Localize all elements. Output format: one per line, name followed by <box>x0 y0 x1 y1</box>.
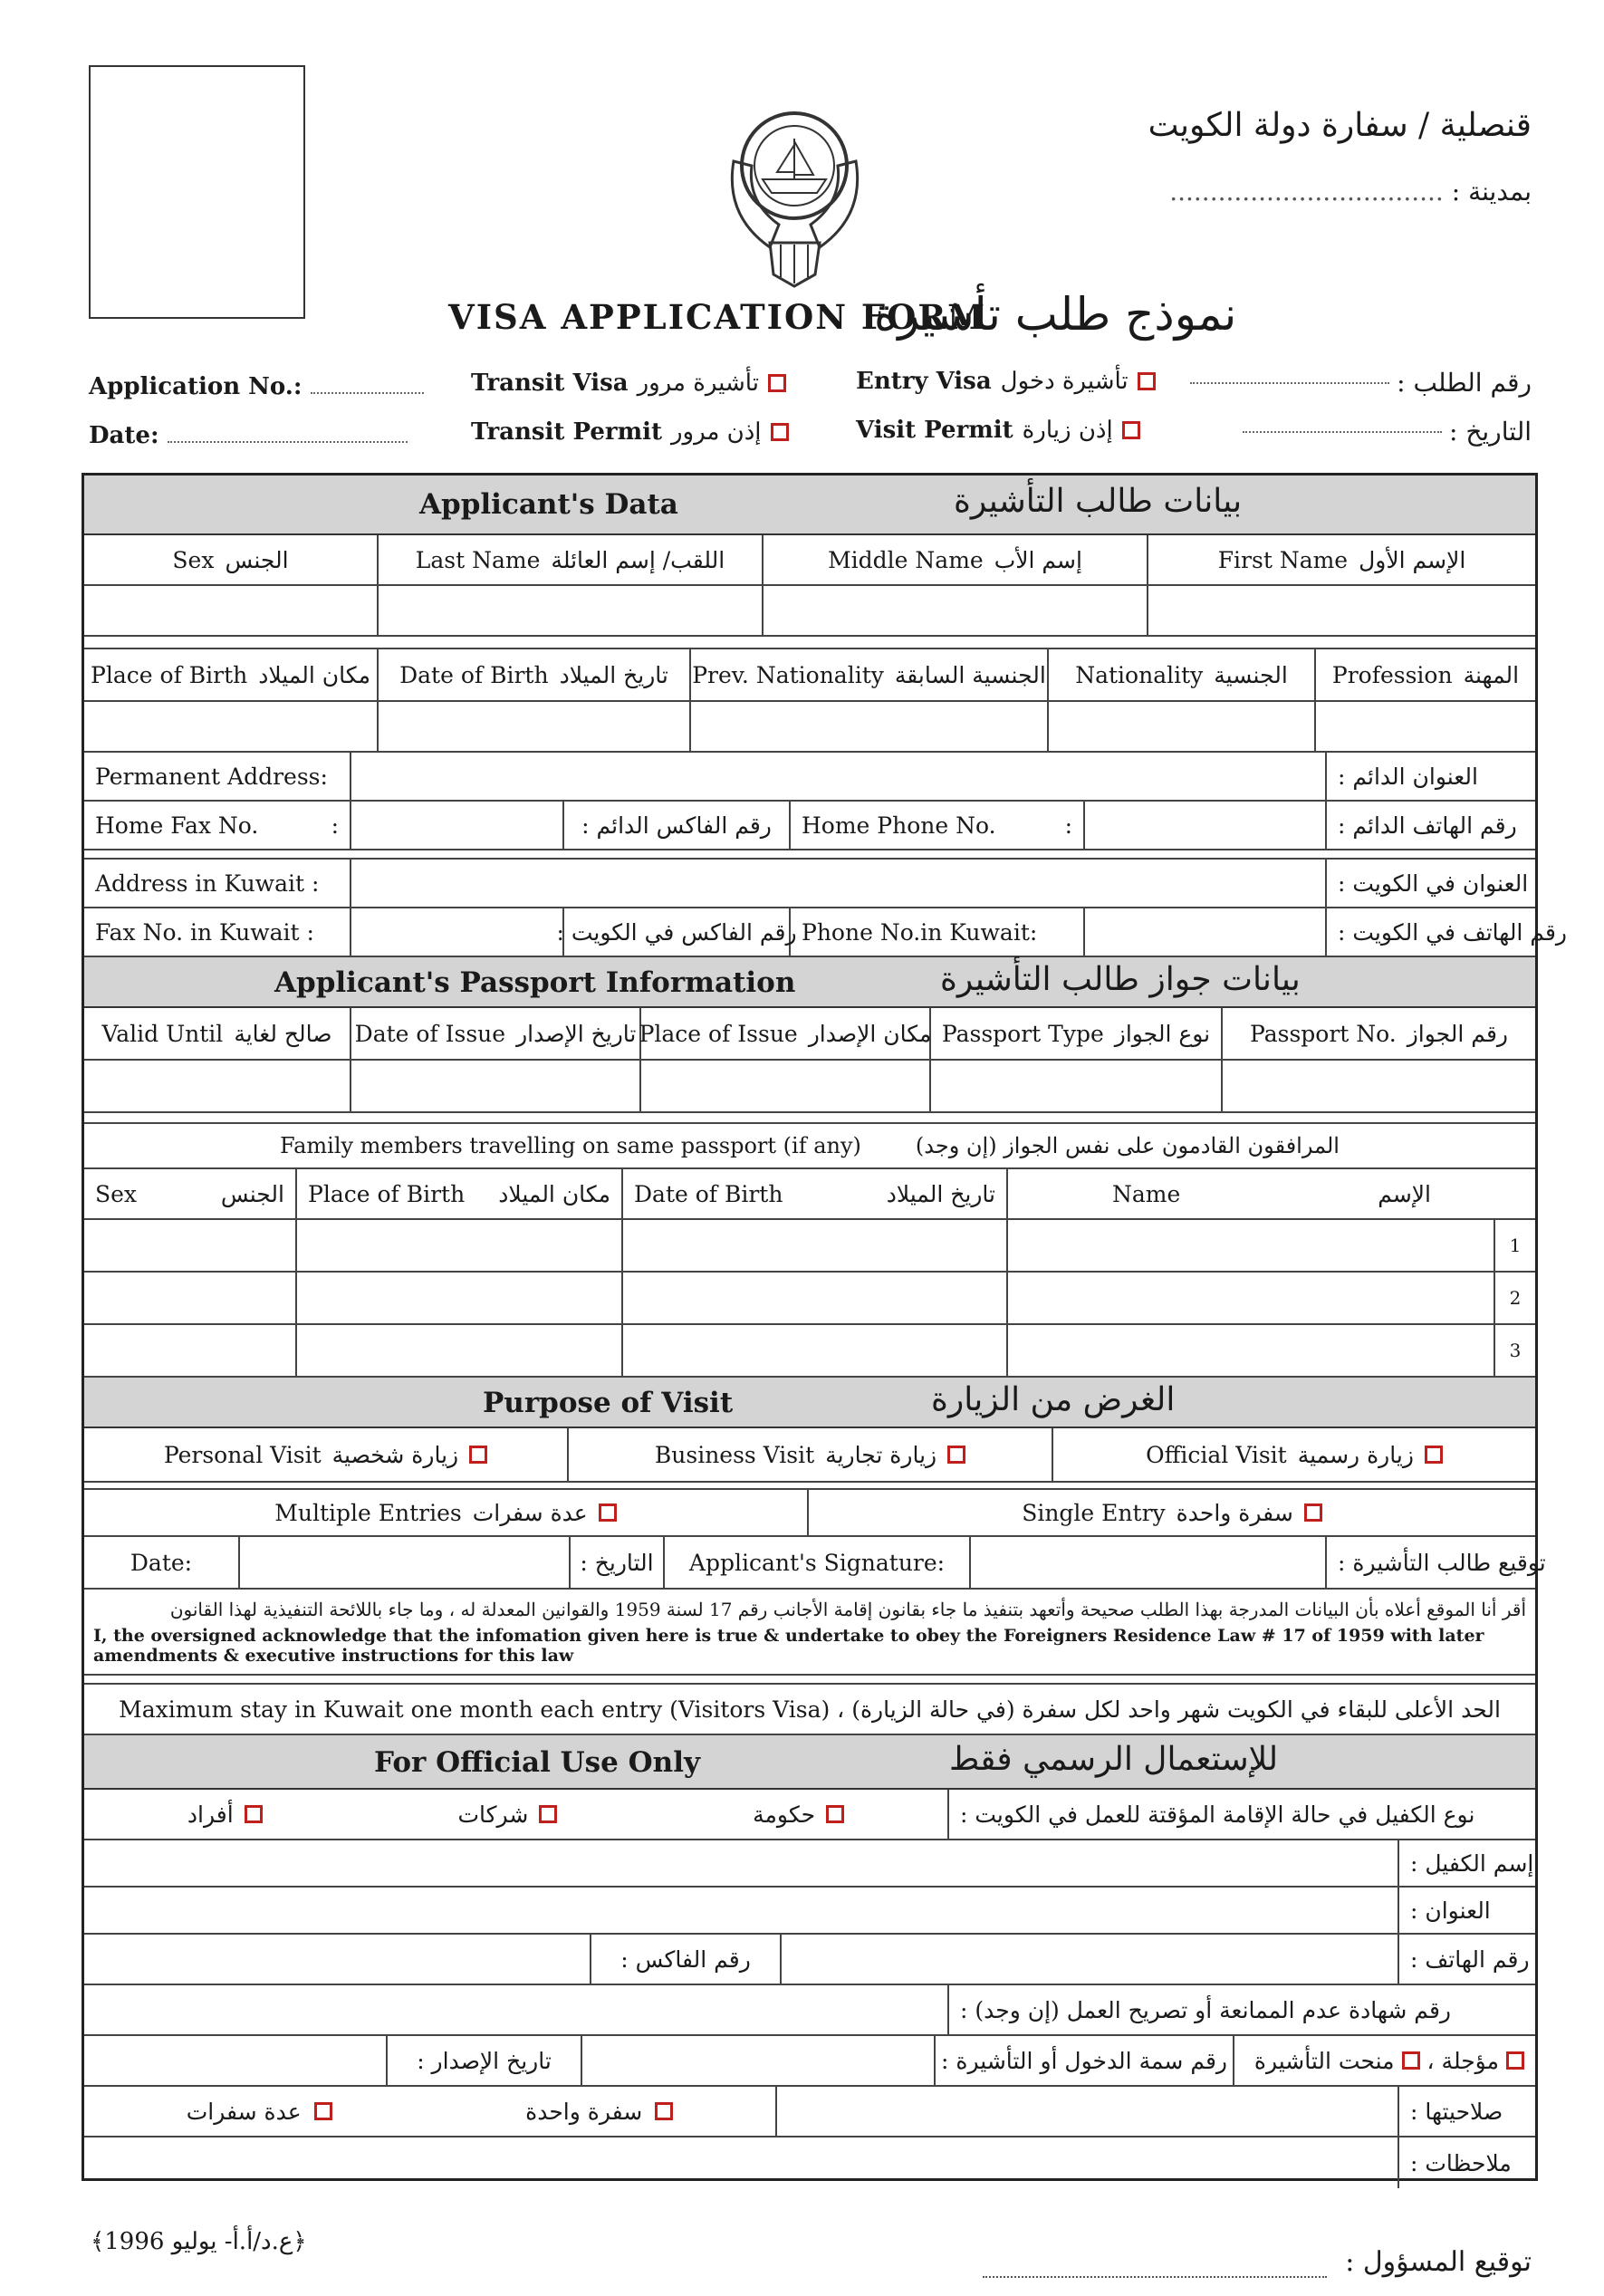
home-phone-label: Home Phone No. : <box>791 802 1085 849</box>
visa-issue-row <box>84 2036 1535 2087</box>
kuwait-fax-label-ar: رقم الفاكس في الكويت : <box>564 908 791 956</box>
official-address-input[interactable] <box>84 1888 1399 1933</box>
noc-input[interactable] <box>84 1985 949 2034</box>
sponsor-name-input[interactable] <box>84 1840 1399 1886</box>
official-signature[interactable] <box>983 2246 1532 2278</box>
birth-inputs-row <box>84 702 1535 753</box>
family-3-dob[interactable] <box>623 1325 1008 1376</box>
kuwait-address-row <box>84 860 1535 908</box>
family-2-dob[interactable] <box>623 1273 1008 1323</box>
official-fax-label: رقم الفاكس : <box>591 1935 782 1984</box>
kuwait-address-input[interactable] <box>351 860 1327 907</box>
official-phone-label: رقم الهاتف : <box>1410 1945 1530 1973</box>
passport-no-label: Passport No. رقم الجواز <box>1250 1020 1508 1047</box>
deferred-checkbox[interactable] <box>1506 2051 1524 2070</box>
home-phone-input[interactable] <box>1085 802 1327 849</box>
application-no-field[interactable] <box>89 373 424 400</box>
valid-until-label: Valid Until صالح لغاية <box>84 1008 351 1059</box>
family-sex-label: Sex الجنس <box>84 1169 297 1218</box>
applicant-signature-label: Applicant's Signature: <box>665 1537 971 1588</box>
entry-visa-checkbox[interactable] <box>1138 372 1156 390</box>
applicant-signature-label-ar: توقيع طالب التأشيرة : <box>1338 1549 1546 1576</box>
kuwait-phone-input[interactable] <box>1085 908 1327 956</box>
middle-name-input[interactable] <box>764 586 1148 635</box>
name-labels-row <box>84 535 1535 586</box>
sponsor-name-row <box>84 1840 1535 1888</box>
purpose-header: Purpose of Visit الغرض من الزيارة <box>84 1378 1535 1428</box>
family-row-number: 3 <box>1509 1340 1522 1361</box>
prev-nationality-input[interactable] <box>691 702 1049 751</box>
home-phone-label-ar: رقم الهاتف الدائم : <box>1338 812 1517 839</box>
kuwait-fax-input[interactable] <box>351 908 564 956</box>
official-visit-checkbox[interactable] <box>1425 1446 1443 1464</box>
entries-row <box>84 1490 1535 1537</box>
family-labels-row <box>84 1169 1535 1220</box>
family-2-pob[interactable] <box>297 1273 623 1323</box>
date-label: Date: <box>89 422 159 449</box>
passport-inputs-row <box>84 1061 1535 1113</box>
official-signature-label: توقيع المسؤول : <box>1345 2246 1532 2278</box>
transit-visa-option[interactable]: Transit Visa تأشيرة مرور <box>471 370 786 397</box>
birth-labels-row <box>84 649 1535 702</box>
validity-row <box>84 2087 1535 2137</box>
kuwait-phone-label-ar: رقم الهاتف في الكويت : <box>1338 918 1567 946</box>
date-of-issue-input[interactable] <box>351 1061 641 1111</box>
family-row-1 <box>84 1220 1535 1273</box>
purpose-date-label-ar: التاريخ : <box>571 1537 665 1588</box>
official-fax-input[interactable] <box>84 1935 591 1984</box>
validity-options <box>84 2087 777 2136</box>
multiple-checkbox[interactable] <box>314 2102 332 2120</box>
family-2-sex[interactable] <box>84 1273 297 1323</box>
place-of-birth-input[interactable] <box>84 702 379 751</box>
individuals-checkbox[interactable] <box>245 1805 263 1823</box>
noc-label: رقم شهادة عدم الممانعة أو تصريح العمل (إن وجد) : <box>960 1996 1451 2023</box>
purpose-date-label: Date: <box>84 1537 240 1588</box>
applicant-data-header: Applicant's Data بيانات طالب التأشيرة <box>84 476 1535 535</box>
family-pob-label: Place of Birth مكان الميلاد <box>297 1169 623 1218</box>
application-no-label: Application No.: <box>89 373 303 400</box>
granted-option[interactable]: منحت التأشيرة <box>1254 2048 1420 2074</box>
family-dob-label: Date of Birth تاريخ الميلاد <box>623 1169 1008 1218</box>
home-contact-row <box>84 802 1535 850</box>
companies-option[interactable]: شركات <box>458 1801 558 1828</box>
date-of-birth-input[interactable] <box>379 702 691 751</box>
applicant-signature-input[interactable] <box>971 1537 1327 1588</box>
transit-visa-checkbox[interactable] <box>768 374 786 392</box>
last-name-label: Last Name اللقب/ إسم العائلة <box>379 535 764 584</box>
individuals-option[interactable]: أفراد <box>187 1801 263 1828</box>
visit-permit-checkbox[interactable] <box>1122 421 1140 439</box>
family-row-2 <box>84 1273 1535 1325</box>
passport-type-label: Passport Type نوع الجواز <box>931 1008 1223 1059</box>
date-ar-field[interactable]: التاريخ : <box>1243 417 1532 447</box>
validity-label: صلاحيتها : <box>1410 2098 1503 2125</box>
main-form <box>82 473 1567 2181</box>
personal-visit-checkbox[interactable] <box>469 1446 487 1464</box>
city-label: بمدينة : <box>1451 177 1532 207</box>
passport-header: Applicant's Passport Information بيانات جواز طالب التأشيرة <box>84 957 1535 1008</box>
place-of-issue-input[interactable] <box>641 1061 931 1111</box>
kuwait-fax-label: Fax No. in Kuwait : <box>84 908 351 956</box>
government-checkbox[interactable] <box>826 1805 844 1823</box>
family-title-row <box>84 1124 1535 1169</box>
profession-input[interactable] <box>1316 702 1535 751</box>
valid-until-input[interactable] <box>84 1061 351 1111</box>
first-name-label: First Name الإسم الأول <box>1217 546 1466 573</box>
multiple-option[interactable]: عدة سفرات <box>187 2099 332 2125</box>
permanent-address-label: Permanent Address: <box>84 753 351 800</box>
passport-type-input[interactable] <box>931 1061 1223 1111</box>
family-row-number: 1 <box>1509 1234 1522 1256</box>
permanent-address-row <box>84 753 1535 802</box>
visa-issue-date-input[interactable] <box>84 2036 388 2085</box>
entry-visa-option[interactable]: Entry Visa تأشيرة دخول <box>856 368 1156 395</box>
family-1-sex[interactable] <box>84 1220 297 1271</box>
official-contact-row <box>84 1935 1535 1985</box>
name-inputs-row <box>84 586 1535 637</box>
last-name-input[interactable] <box>379 586 764 635</box>
passport-no-input[interactable] <box>1223 1061 1535 1111</box>
official-visit-option[interactable]: Official Visit زيارة رسمية <box>1053 1428 1535 1481</box>
middle-name-label: Middle Name إسم الأب <box>764 535 1148 584</box>
family-row-3 <box>84 1325 1535 1378</box>
granted-checkbox[interactable] <box>1402 2051 1420 2070</box>
form-title: VISA APPLICATION FORM <box>448 297 987 337</box>
visa-status-options <box>1234 2036 1535 2085</box>
sex-label: Sex الجنس <box>84 535 379 584</box>
official-address-row <box>84 1888 1535 1935</box>
official-phone-input[interactable] <box>782 1935 1399 1984</box>
declaration <box>84 1590 1535 1676</box>
purpose-date-input[interactable] <box>240 1537 571 1588</box>
declaration-en: I, the oversigned acknowledge that the infomation given here is true & undertake to obey the Foreigners Residence Law # 17 of 1959 with later amendments & executive instructions for this law <box>93 1625 1484 1666</box>
date-field[interactable] <box>89 422 408 449</box>
permanent-address-input[interactable] <box>351 753 1327 800</box>
government-option[interactable]: حكومة <box>753 1801 844 1828</box>
first-name-input[interactable] <box>1148 586 1535 635</box>
transit-permit-checkbox[interactable] <box>771 423 789 441</box>
sex-input[interactable] <box>84 586 379 635</box>
visa-issue-date-label: تاريخ الإصدار : <box>388 2036 582 2085</box>
city-line <box>1169 177 1532 207</box>
kuwait-emblem-icon <box>716 89 874 290</box>
home-fax-label-ar: رقم الفاكس الدائم : <box>564 802 791 849</box>
place-of-issue-label: Place of Issue مكان الإصدار <box>641 1008 931 1059</box>
sponsor-type-label: نوع الكفيل في حالة الإقامة المؤقتة للعمل في الكويت : <box>960 1801 1475 1828</box>
date-of-issue-label: Date of Issue تاريخ الإصدار <box>351 1008 641 1059</box>
consulate-title: قنصلية / سفارة دولة الكويت <box>1148 107 1532 144</box>
notes-label: ملاحظات : <box>1410 2149 1512 2176</box>
family-3-sex[interactable] <box>84 1325 297 1376</box>
visit-permit-option[interactable]: Visit Permit إذن زيارة <box>856 417 1140 444</box>
notes-row <box>84 2137 1535 2188</box>
personal-visit-option[interactable]: Personal Visit زيارة شخصية <box>84 1428 569 1481</box>
single-entry-checkbox[interactable] <box>1304 1503 1322 1522</box>
home-fax-label: Home Fax No. : <box>84 802 351 849</box>
notes-input[interactable] <box>84 2137 1399 2188</box>
kuwait-address-label-ar: العنوان في الكويت : <box>1338 869 1529 897</box>
family-3-name[interactable] <box>1008 1325 1495 1376</box>
sponsor-type-row <box>84 1790 1535 1840</box>
photo-box <box>89 65 305 319</box>
prev-nationality-label: Prev. Nationality الجنسية السابقة <box>691 649 1049 700</box>
single-checkbox[interactable] <box>655 2102 673 2120</box>
date-of-birth-label: Date of Birth تاريخ الميلاد <box>379 649 691 700</box>
transit-permit-option[interactable]: Transit Permit إذن مرور <box>471 418 789 446</box>
city-dots[interactable]: .................................. <box>1169 177 1444 207</box>
place-of-birth-label: Place of Birth مكان الميلاد <box>84 649 379 700</box>
permanent-address-label-ar: العنوان الدائم : <box>1338 763 1478 790</box>
request-no-ar-field[interactable]: رقم الطلب : <box>1190 368 1532 398</box>
business-visit-checkbox[interactable] <box>947 1446 965 1464</box>
family-1-name[interactable] <box>1008 1220 1495 1271</box>
kuwait-phone-label: Phone No.in Kuwait: <box>791 908 1085 956</box>
business-visit-option[interactable]: Business Visit زيارة تجارية <box>569 1428 1053 1481</box>
family-1-pob[interactable] <box>297 1220 623 1271</box>
entry-visa-no-label: رقم سمة الدخول أو التأشيرة : <box>936 2036 1234 2085</box>
official-address-label: العنوان : <box>1410 1897 1491 1924</box>
form-stamp: ﴿ع.د/أ.أ- يوليو 1996﴾ <box>91 2228 307 2255</box>
entry-visa-no-input[interactable] <box>582 2036 936 2085</box>
nationality-input[interactable] <box>1049 702 1316 751</box>
declaration-ar: أقر أنا الموقع أعلاه بأن البيانات المدرجة بهذا الطلب صحيحة وأتعهد بتنفيذ ما جاء بقانون إقامة الأجانب رقم 17 لسنة 1959 والقوانين المعدلة له ، وما جاء باللائحة التنفيذية لهذا القانون <box>169 1598 1526 1620</box>
deferred-option[interactable]: مؤجلة ، <box>1427 2048 1524 2074</box>
profession-label: Profession المهنة <box>1331 661 1520 688</box>
family-row-number: 2 <box>1509 1287 1522 1309</box>
nationality-label: Nationality الجنسية <box>1049 649 1316 700</box>
visit-types-row <box>84 1428 1535 1483</box>
max-stay-row <box>84 1685 1535 1735</box>
single-option[interactable]: سفرة واحدة <box>525 2099 673 2125</box>
signature-row <box>84 1537 1546 1590</box>
passport-labels-row <box>84 1008 1535 1061</box>
official-header: For Official Use Only للإستعمال الرسمي فقط <box>84 1735 1535 1790</box>
single-entry-option[interactable]: Single Entry سفرة واحدة <box>809 1490 1535 1535</box>
home-fax-input[interactable] <box>351 802 564 849</box>
noc-row <box>84 1985 1535 2036</box>
multiple-entries-checkbox[interactable] <box>599 1503 617 1522</box>
family-3-pob[interactable] <box>297 1325 623 1376</box>
companies-checkbox[interactable] <box>539 1805 557 1823</box>
sponsor-name-label: إسم الكفيل : <box>1410 1849 1534 1877</box>
kuwait-address-label: Address in Kuwait : <box>84 860 351 907</box>
multiple-entries-option[interactable]: Multiple Entries عدة سفرات <box>84 1490 809 1535</box>
family-2-name[interactable] <box>1008 1273 1495 1323</box>
family-title: Family members travelling on same passport (if any) المرافقون القادمون على نفس الجواز (إن وجد) <box>280 1133 1340 1158</box>
kuwait-contact-row <box>84 908 1567 957</box>
family-1-dob[interactable] <box>623 1220 1008 1271</box>
family-name-label: Name الإسم <box>1111 1180 1431 1207</box>
max-stay-note: Maximum stay in Kuwait one month each entry (Visitors Visa) ، الحد الأعلى للبقاء في الكويت شهر واحد لكل سفرة (في حالة الزيارة) <box>119 1696 1501 1723</box>
sponsor-type-options <box>84 1790 949 1839</box>
form-title-ar: نموذج طلب تأشيرة <box>874 288 1237 341</box>
validity-input[interactable] <box>777 2087 1399 2136</box>
